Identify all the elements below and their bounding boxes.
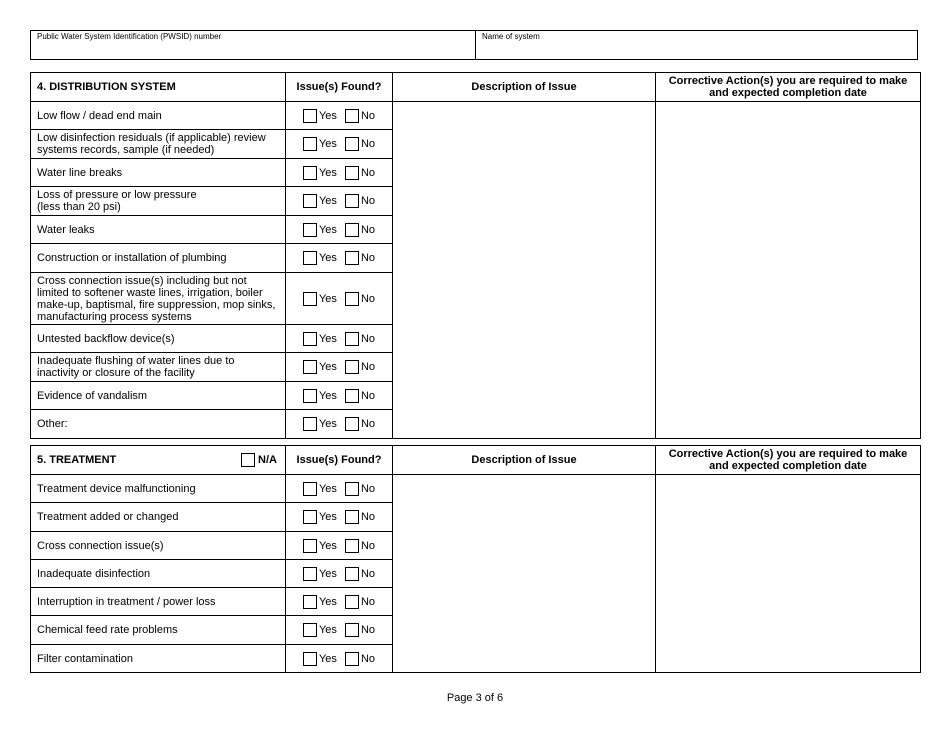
issues-found-header: Issue(s) Found? bbox=[286, 73, 393, 102]
no-checkbox[interactable] bbox=[345, 251, 359, 265]
issue-item-text: Inadequate disinfection bbox=[37, 567, 151, 580]
yes-no-group bbox=[292, 137, 386, 151]
issue-item-text: Loss of pressure or low pressure (less than 20 psi) bbox=[37, 189, 197, 213]
yes-label: Yes bbox=[318, 361, 337, 373]
issue-found-cell bbox=[286, 645, 393, 673]
description-field[interactable] bbox=[393, 475, 656, 673]
no-label: No bbox=[360, 252, 375, 264]
table-row bbox=[31, 102, 921, 130]
yes-checkbox[interactable] bbox=[303, 539, 317, 553]
yes-no-group bbox=[292, 223, 386, 237]
no-checkbox[interactable] bbox=[345, 652, 359, 666]
issue-found-cell bbox=[286, 130, 393, 159]
issue-item-label bbox=[31, 244, 286, 273]
no-label: No bbox=[360, 109, 375, 122]
yes-label: Yes bbox=[318, 166, 337, 179]
issue-item-label bbox=[31, 560, 286, 588]
issue-item-text: Water line breaks bbox=[37, 166, 123, 179]
description-header: Description of Issue bbox=[393, 73, 656, 102]
yes-checkbox[interactable] bbox=[303, 166, 317, 180]
yes-label: Yes bbox=[318, 482, 337, 495]
no-checkbox[interactable] bbox=[345, 109, 359, 123]
corrective-action-field[interactable] bbox=[656, 102, 921, 439]
issue-found-cell bbox=[286, 102, 393, 130]
pwsid-cell bbox=[31, 31, 476, 59]
yes-label: Yes bbox=[318, 138, 337, 150]
issue-item-label bbox=[31, 410, 286, 439]
yes-checkbox[interactable] bbox=[303, 137, 317, 151]
na-option[interactable] bbox=[241, 453, 277, 467]
issue-item-label bbox=[31, 216, 286, 244]
yes-checkbox[interactable] bbox=[303, 510, 317, 524]
no-checkbox[interactable] bbox=[345, 389, 359, 403]
no-label: No bbox=[360, 539, 375, 552]
no-label: No bbox=[360, 166, 375, 179]
yes-checkbox[interactable] bbox=[303, 595, 317, 609]
yes-checkbox[interactable] bbox=[303, 482, 317, 496]
yes-label: Yes bbox=[318, 195, 337, 207]
corrective-action-field[interactable] bbox=[656, 475, 921, 673]
issue-found-cell bbox=[286, 353, 393, 382]
yes-no-group bbox=[292, 510, 386, 524]
no-label: No bbox=[360, 361, 375, 373]
yes-no-group bbox=[292, 251, 386, 265]
corrective-action-header: Corrective Action(s) you are required to make and expected completion date bbox=[656, 446, 921, 475]
pwsid-label: Public Water System Identification (PWSID) number bbox=[37, 32, 222, 41]
corrective-action-header: Corrective Action(s) you are required to make and expected completion date bbox=[656, 73, 921, 102]
yes-label: Yes bbox=[318, 223, 337, 236]
yes-checkbox[interactable] bbox=[303, 332, 317, 346]
issue-item-label bbox=[31, 475, 286, 503]
issue-found-cell bbox=[286, 616, 393, 645]
yes-no-group bbox=[292, 389, 386, 403]
yes-no-group bbox=[292, 332, 386, 346]
yes-label: Yes bbox=[318, 109, 337, 122]
section-title bbox=[31, 446, 286, 475]
issue-found-cell bbox=[286, 187, 393, 216]
yes-checkbox[interactable] bbox=[303, 223, 317, 237]
issue-found-cell bbox=[286, 560, 393, 588]
no-checkbox[interactable] bbox=[345, 539, 359, 553]
yes-label: Yes bbox=[318, 389, 337, 402]
yes-label: Yes bbox=[318, 595, 337, 608]
yes-no-group bbox=[292, 292, 386, 306]
na-checkbox[interactable] bbox=[241, 453, 255, 467]
no-label: No bbox=[360, 195, 375, 207]
no-label: No bbox=[360, 223, 375, 236]
yes-label: Yes bbox=[318, 652, 337, 665]
yes-checkbox[interactable] bbox=[303, 417, 317, 431]
issue-found-cell bbox=[286, 410, 393, 439]
issue-item-label bbox=[31, 159, 286, 187]
distribution-system-section bbox=[30, 72, 921, 439]
yes-no-group bbox=[292, 539, 386, 553]
yes-label: Yes bbox=[318, 252, 337, 264]
page-number: Page 3 of 6 bbox=[446, 692, 504, 704]
issue-item-label bbox=[31, 325, 286, 353]
no-label: No bbox=[360, 595, 375, 608]
yes-no-group bbox=[292, 652, 386, 666]
issue-item-label bbox=[31, 187, 286, 216]
yes-checkbox[interactable] bbox=[303, 360, 317, 374]
yes-no-group bbox=[292, 482, 386, 496]
issue-item-text: Cross connection issue(s) including but not limited to softener waste lines, irrigation, boiler make-up, baptismal, fire suppression, mop sinks, manufacturing process systems bbox=[37, 274, 276, 323]
issue-item-text: Low flow / dead end main bbox=[37, 109, 162, 122]
issue-found-cell bbox=[286, 532, 393, 560]
no-label: No bbox=[360, 652, 375, 665]
no-checkbox[interactable] bbox=[345, 417, 359, 431]
system-name-label: Name of system bbox=[482, 32, 540, 41]
no-checkbox[interactable] bbox=[345, 292, 359, 306]
no-checkbox[interactable] bbox=[345, 332, 359, 346]
no-checkbox[interactable] bbox=[345, 223, 359, 237]
yes-label: Yes bbox=[318, 624, 337, 636]
issue-item-label bbox=[31, 102, 286, 130]
description-header: Description of Issue bbox=[393, 446, 656, 475]
issue-found-cell bbox=[286, 588, 393, 616]
yes-label: Yes bbox=[318, 418, 337, 430]
issue-found-cell bbox=[286, 216, 393, 244]
no-checkbox[interactable] bbox=[345, 623, 359, 637]
no-label: No bbox=[360, 389, 375, 402]
no-label: No bbox=[360, 418, 375, 430]
treatment-section bbox=[30, 445, 921, 673]
issue-item-label bbox=[31, 353, 286, 382]
issue-item-text: Treatment added or changed bbox=[37, 511, 179, 523]
no-checkbox[interactable] bbox=[345, 482, 359, 496]
description-field[interactable] bbox=[393, 102, 656, 439]
system-name-input[interactable] bbox=[480, 43, 913, 57]
issue-item-label bbox=[31, 588, 286, 616]
issue-item-text: Evidence of vandalism bbox=[37, 389, 148, 402]
issue-item-label bbox=[31, 616, 286, 645]
no-checkbox[interactable] bbox=[345, 567, 359, 581]
section-title-text: 5. TREATMENT bbox=[37, 454, 117, 466]
issue-item-text: Inadequate flushing of water lines due to inactivity or closure of the facility bbox=[37, 355, 235, 379]
issue-item-text: Low disinfection residuals (if applicable) review systems records, sample (if needed) bbox=[37, 132, 266, 156]
yes-no-group bbox=[292, 595, 386, 609]
yes-checkbox[interactable] bbox=[303, 623, 317, 637]
issue-item-text: Interruption in treatment / power loss bbox=[37, 595, 216, 608]
yes-no-group bbox=[292, 109, 386, 123]
yes-checkbox[interactable] bbox=[303, 194, 317, 208]
issue-found-cell bbox=[286, 382, 393, 410]
no-checkbox[interactable] bbox=[345, 360, 359, 374]
yes-no-group bbox=[292, 567, 386, 581]
yes-no-group bbox=[292, 194, 386, 208]
issue-item-label bbox=[31, 273, 286, 325]
yes-no-group bbox=[292, 360, 386, 374]
yes-label: Yes bbox=[318, 567, 337, 580]
yes-no-group bbox=[292, 166, 386, 180]
yes-label: Yes bbox=[318, 332, 337, 345]
issue-item-label bbox=[31, 532, 286, 560]
no-checkbox[interactable] bbox=[345, 137, 359, 151]
yes-checkbox[interactable] bbox=[303, 652, 317, 666]
issue-item-text: Treatment device malfunctioning bbox=[37, 482, 196, 495]
issue-found-cell bbox=[286, 244, 393, 273]
no-checkbox[interactable] bbox=[345, 194, 359, 208]
no-checkbox[interactable] bbox=[345, 166, 359, 180]
yes-no-group bbox=[292, 623, 386, 637]
no-checkbox[interactable] bbox=[345, 510, 359, 524]
yes-label: Yes bbox=[318, 292, 337, 305]
issue-item-label bbox=[31, 503, 286, 532]
no-label: No bbox=[360, 567, 375, 580]
issue-item-text: Chemical feed rate problems bbox=[37, 624, 178, 636]
issue-found-cell bbox=[286, 475, 393, 503]
pwsid-input[interactable] bbox=[35, 43, 471, 57]
issue-item-label bbox=[31, 645, 286, 673]
yes-label: Yes bbox=[318, 539, 337, 552]
yes-checkbox[interactable] bbox=[303, 251, 317, 265]
system-name-cell bbox=[476, 31, 917, 59]
no-label: No bbox=[360, 138, 375, 150]
na-label: N/A bbox=[258, 454, 277, 466]
issue-item-text: Filter contamination bbox=[37, 652, 133, 665]
issue-item-text: Construction or installation of plumbing bbox=[37, 252, 227, 264]
issue-found-cell bbox=[286, 503, 393, 532]
issue-item-text: Other: bbox=[37, 418, 68, 430]
no-label: No bbox=[360, 332, 375, 345]
no-checkbox[interactable] bbox=[345, 595, 359, 609]
no-label: No bbox=[360, 482, 375, 495]
issue-item-label bbox=[31, 130, 286, 159]
section-title: 4. DISTRIBUTION SYSTEM bbox=[31, 73, 286, 102]
issue-item-text: Untested backflow device(s) bbox=[37, 332, 175, 345]
yes-checkbox[interactable] bbox=[303, 567, 317, 581]
yes-label: Yes bbox=[318, 511, 337, 523]
issue-item-label bbox=[31, 382, 286, 410]
no-label: No bbox=[360, 624, 375, 636]
yes-no-group bbox=[292, 417, 386, 431]
issue-found-cell bbox=[286, 159, 393, 187]
yes-checkbox[interactable] bbox=[303, 109, 317, 123]
issues-found-header: Issue(s) Found? bbox=[286, 446, 393, 475]
yes-checkbox[interactable] bbox=[303, 389, 317, 403]
issue-item-text: Water leaks bbox=[37, 223, 95, 236]
issue-found-cell bbox=[286, 325, 393, 353]
issue-item-text: Cross connection issue(s) bbox=[37, 539, 164, 552]
table-row bbox=[31, 475, 921, 503]
issue-found-cell bbox=[286, 273, 393, 325]
system-header bbox=[30, 30, 918, 60]
no-label: No bbox=[360, 511, 375, 523]
yes-checkbox[interactable] bbox=[303, 292, 317, 306]
no-label: No bbox=[360, 292, 375, 305]
